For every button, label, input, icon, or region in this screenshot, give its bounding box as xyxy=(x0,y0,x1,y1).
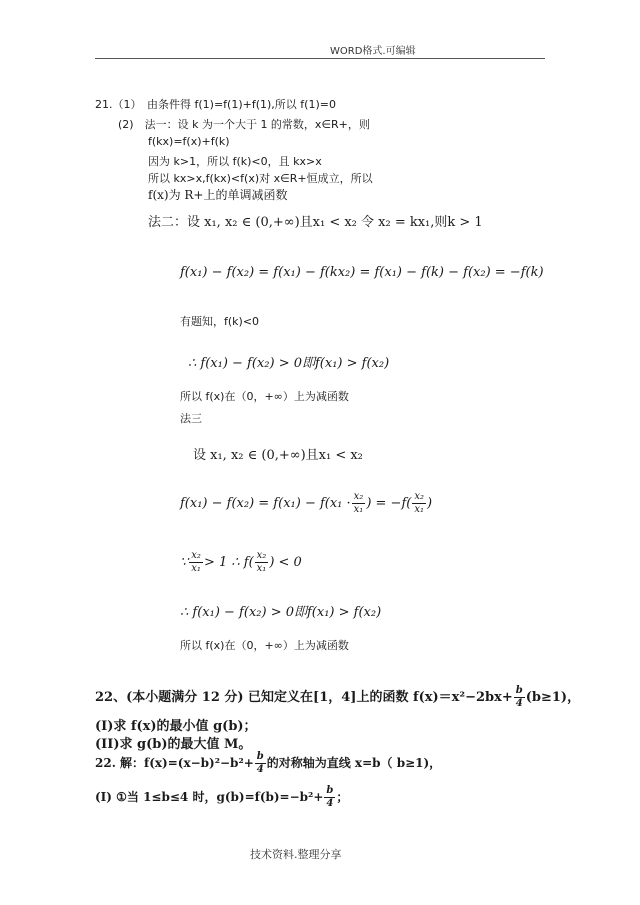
q21-method3-title: 法三 xyxy=(180,412,202,425)
q22-title xyxy=(95,680,580,716)
q21-line-3: f(kx)=f(x)+f(k) xyxy=(148,135,230,148)
eq-part-2: ) = −f( xyxy=(366,496,412,511)
q22-part-2: (II)求 g(b)的最大值 M。 xyxy=(95,737,252,752)
q21-method2-setup: 法二：设 x₁, x₂ ∈ (0,+∞)且x₁ < x₂ 令 x₂ = kx₁,则k > 1 xyxy=(148,215,483,230)
because-part-3: ) < 0 xyxy=(269,555,302,570)
q21-method3-result: 所以 f(x)在（0，+∞）上为减函数 xyxy=(180,639,349,652)
q21-method3-setup: 设 x₁, x₂ ∈ (0,+∞)且x₁ < x₂ xyxy=(193,448,363,463)
q22-sol1-part-2: 的对称轴为直线 x=b（ b≥1)， xyxy=(266,756,442,770)
q21-method3-because xyxy=(180,543,302,583)
q21-method3-equation xyxy=(180,484,432,524)
fraction-x2-over-x1: $\frac{\text{x₂}}{\text{x₁}}$ xyxy=(414,491,424,515)
fraction-x2-over-x1: $\frac{\text{x₂}}{\text{x₁}}$ xyxy=(353,491,364,515)
q21-method2-equation: f(x₁) − f(x₂) = f(x₁) − f(kx₂) = f(x₁) − f(k) − f(x₂) = −f(k) xyxy=(180,265,544,280)
q22-solution-line-1 xyxy=(95,745,441,781)
q22-sol2-part-1: (I) ①当 1≤b≤4 时，g(b)=f(b)=−b²+ xyxy=(95,790,324,804)
q22-title-part-2: (b≥1)， xyxy=(525,690,581,705)
q21-line-4: 因为 k>1，所以 f(k)<0，且 kx>x xyxy=(148,155,322,168)
q21-line-2: (2) 法一：设 k 为一个大于 1 的常数，x∈R+，则 xyxy=(118,118,370,131)
q21-given-line: 有题知，f(k)<0 xyxy=(180,315,260,328)
fraction-x2-over-x1: $\frac{\text{x₂}}{\text{x₁}}$ xyxy=(256,550,267,574)
q21-method2-conclusion: ∴ f(x₁) − f(x₂) > 0即f(x₁) > f(x₂) xyxy=(188,356,390,371)
because-symbol: ∵ xyxy=(180,555,189,570)
eq-part-1: f(x₁) − f(x₂) = f(x₁) − f(x₁ · xyxy=(180,496,351,511)
fraction-b-over-4: $\frac{b}{4}$ xyxy=(256,751,264,775)
fraction-x2-over-x1: $\frac{\text{x₂}}{\text{x₁}}$ xyxy=(191,550,201,574)
q21-method3-conclusion: ∴ f(x₁) − f(x₂) > 0即f(x₁) > f(x₂) xyxy=(180,605,382,620)
q22-solution-line-2 xyxy=(95,779,348,815)
fraction-b-over-4: $\frac{b}{4}$ xyxy=(326,785,334,809)
q22-part-1: (I)求 f(x)的最小值 g(b)； xyxy=(95,719,257,734)
because-part-2: > 1 ∴ f( xyxy=(203,555,254,570)
q22-title-part-1: 22、(本小题满分 12 分) 已知定义在[1，4]上的函数 f(x)＝x²−2bx+ xyxy=(95,690,513,705)
header-rule xyxy=(95,58,545,59)
q22-sol2-part-2: ； xyxy=(336,790,349,804)
q21-line-1: 21.（1） 由条件得 f(1)=f(1)+f(1),所以 f(1)=0 xyxy=(95,98,336,111)
page-header: WORD格式.可编辑 xyxy=(330,46,416,57)
page-footer: 技术资料.整理分享 xyxy=(250,848,342,861)
q22-sol1-part-1: 22. 解：f(x)=(x−b)²−b²+ xyxy=(95,756,254,770)
q21-method2-result: 所以 f(x)在（0，+∞）上为减函数 xyxy=(180,390,349,403)
fraction-b-over-4: $\frac{b}{4}$ xyxy=(515,685,523,709)
q21-line-5: 所以 kx>x,f(kx)<f(x)对 x∈R+恒成立，所以 xyxy=(148,172,373,185)
q21-line-6: f(x)为 R+上的单调减函数 xyxy=(148,188,288,202)
eq-part-3: ) xyxy=(427,496,433,511)
